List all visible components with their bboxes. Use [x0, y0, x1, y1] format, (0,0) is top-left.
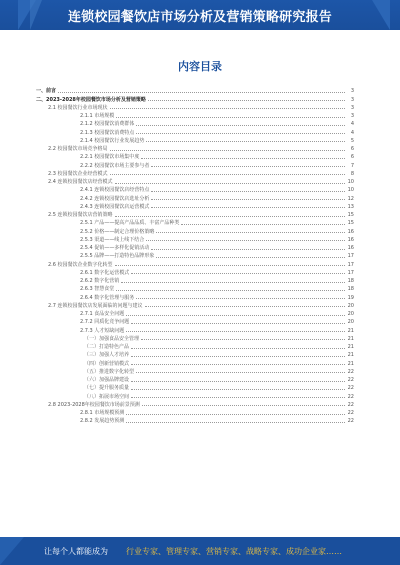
- toc-dot-leader: [110, 150, 345, 151]
- toc-entry-text: （五）推进数字化转型: [84, 368, 135, 375]
- toc-heading: 内容目录: [178, 60, 222, 73]
- toc-entry-text: 2.1.2 校园餐饮消费群体: [80, 121, 135, 128]
- toc-entry[interactable]: [36, 358, 354, 366]
- toc-dot-leader: [126, 422, 345, 423]
- toc-dot-leader: [131, 273, 345, 274]
- toc-entry[interactable]: [36, 243, 354, 251]
- toc-entry-text: 2.2 校园餐饮市场竞争格局: [48, 146, 108, 152]
- toc-entry-page: 7: [350, 162, 354, 169]
- footer-roles: 行业专家、管理专家、营销专家、战略专家、成功企业家……: [126, 547, 342, 556]
- toc-entry-page: 13: [347, 203, 354, 210]
- toc-dot-leader: [116, 290, 345, 291]
- toc-entry[interactable]: [36, 169, 354, 177]
- toc-entry-page: 20: [347, 302, 354, 309]
- toc-entry-page: 17: [347, 269, 354, 276]
- toc-entry[interactable]: [36, 408, 354, 416]
- toc-entry[interactable]: [36, 276, 354, 284]
- toc-dot-leader: [131, 323, 345, 324]
- toc-entry-page: 3: [350, 96, 354, 103]
- toc-entry-text: 2.5.4 促销——多样化促销活动: [80, 245, 150, 251]
- toc-entry-text: 2.7.3 人才短缺问题: [80, 327, 125, 334]
- toc-dot-leader: [131, 389, 345, 390]
- footer-decoration: [0, 537, 24, 565]
- toc-entry[interactable]: [36, 416, 354, 424]
- footer-slogan: 让每个人都能成为: [44, 547, 108, 556]
- toc-entry-page: 16: [347, 245, 354, 251]
- toc-entry-page: 10: [347, 179, 354, 185]
- toc-entry-text: 2.5.3 渠道——线上线下结合: [80, 236, 145, 243]
- toc-entry-page: 15: [347, 212, 354, 218]
- toc-entry[interactable]: [36, 111, 354, 119]
- toc-dot-leader: [116, 117, 345, 118]
- toc-entry[interactable]: [36, 391, 354, 399]
- toc-dot-leader: [181, 224, 345, 225]
- toc-dot-leader: [131, 348, 345, 349]
- toc-dot-leader: [148, 100, 345, 101]
- toc-dot-leader: [146, 240, 345, 241]
- toc-entry-text: 2.5.2 价格——制定合理价格策略: [80, 228, 155, 235]
- toc-entry[interactable]: [36, 367, 354, 375]
- toc-entry-text: 一、前言: [36, 88, 57, 95]
- toc-entry-text: 2.6.2 数字化营销: [80, 278, 120, 284]
- toc-dot-leader: [136, 298, 345, 299]
- toc-entry-page: 6: [350, 154, 354, 161]
- toc-entry[interactable]: [36, 251, 354, 259]
- toc-entry-page: 17: [347, 261, 354, 268]
- toc-dot-leader: [110, 174, 345, 175]
- toc-entry[interactable]: [36, 127, 354, 135]
- toc-entry-text: 2.7.1 食品安全问题: [80, 311, 125, 317]
- toc-entry[interactable]: [36, 268, 354, 276]
- toc-entry-page: 17: [347, 253, 354, 260]
- toc-entry[interactable]: [36, 325, 354, 333]
- toc-entry[interactable]: [36, 177, 354, 185]
- toc-entry-page: 22: [347, 418, 354, 425]
- toc-entry-text: 2.4.3 连锁校园餐饮店运营模式: [80, 203, 150, 210]
- toc-dot-leader: [110, 108, 345, 109]
- toc-dot-leader: [151, 191, 345, 192]
- toc-entry[interactable]: [36, 301, 354, 309]
- toc-dot-leader: [151, 199, 345, 200]
- toc-entry-page: 18: [347, 278, 354, 284]
- toc-dot-leader: [151, 207, 345, 208]
- toc-dot-leader: [131, 397, 345, 398]
- toc-entry-text: 2.4.1 连锁校园餐饮店经营特点: [80, 187, 150, 194]
- toc-entry-text: 2.3 校园餐饮企业经营模式: [48, 170, 108, 177]
- toc-dot-leader: [126, 315, 345, 316]
- toc-entry[interactable]: [36, 383, 354, 391]
- toc-entry-page: 6: [350, 146, 354, 152]
- toc-entry-page: 20: [347, 311, 354, 317]
- toc-entry[interactable]: [36, 334, 354, 342]
- toc-entry[interactable]: [36, 160, 354, 168]
- toc-entry[interactable]: [36, 259, 354, 267]
- toc-entry[interactable]: [36, 136, 354, 144]
- toc-entry-page: 20: [347, 319, 354, 326]
- toc-entry[interactable]: [36, 152, 354, 160]
- toc-entry-page: 16: [347, 228, 354, 235]
- toc-entry-page: 12: [347, 195, 354, 202]
- toc-dot-leader: [136, 125, 345, 126]
- toc-entry-text: 2.8.1 市场规模预测: [80, 410, 125, 416]
- toc-dot-leader: [145, 306, 345, 307]
- toc-entry[interactable]: [36, 342, 354, 350]
- toc-entry-text: 2.1 校园餐饮行业市场现状: [48, 104, 108, 111]
- toc-dot-leader: [151, 249, 345, 250]
- toc-entry[interactable]: [36, 292, 354, 300]
- toc-entry[interactable]: [36, 218, 354, 226]
- toc-entry-text: 2.1.3 校园餐饮消费特点: [80, 129, 135, 136]
- toc-entry-page: 10: [347, 187, 354, 194]
- toc-entry-page: 21: [347, 335, 354, 342]
- toc-entry-text: 2.5 连锁校园餐饮店营销策略: [48, 212, 113, 218]
- toc-entry-page: 15: [347, 220, 354, 227]
- toc-entry-page: 22: [347, 385, 354, 392]
- toc-entry-text: 2.5.5 品牌——打造特色品牌形象: [80, 253, 155, 260]
- page-header-banner: [0, 0, 400, 30]
- toc-dot-leader: [126, 414, 345, 415]
- toc-dot-leader: [136, 372, 345, 373]
- toc-entry-text: （六）加强品牌建设: [84, 377, 130, 383]
- toc-entry[interactable]: [36, 375, 354, 383]
- toc-entry[interactable]: [36, 144, 354, 152]
- toc-entry-text: 2.1.1 市场规模: [80, 113, 115, 119]
- toc-entry-text: （四）创新营销模式: [84, 360, 130, 367]
- toc-entry-page: 22: [347, 368, 354, 375]
- toc-entry-text: 2.5.1 产品——提高产品品质、丰富产品种类: [80, 220, 180, 227]
- toc-entry-text: 2.1.4 校园餐饮行业发展趋势: [80, 137, 145, 144]
- toc-entry[interactable]: [36, 235, 354, 243]
- toc-entry-page: 21: [347, 360, 354, 367]
- toc-entry-text: 2.2.1 校园餐饮市场集中度: [80, 154, 140, 161]
- toc-entry[interactable]: [36, 210, 354, 218]
- toc-dot-leader: [126, 331, 345, 332]
- toc-entry[interactable]: [36, 103, 354, 111]
- toc-entry-page: 4: [350, 121, 354, 128]
- toc-entry-page: 16: [347, 236, 354, 243]
- toc-dot-leader: [136, 133, 345, 134]
- toc-entry-text: 2.6.4 数字化管理与服务: [80, 294, 135, 301]
- toc-dot-leader: [121, 282, 345, 283]
- toc-entry-text: 2.2.2 校园餐饮市场主要参与者: [80, 162, 150, 169]
- toc-entry-text: 2.8.2 发展趋势预测: [80, 418, 125, 425]
- toc-entry[interactable]: [36, 193, 354, 201]
- toc-entry-page: 3: [350, 88, 354, 95]
- toc-entry[interactable]: [36, 86, 354, 94]
- page-footer-banner: [0, 537, 400, 565]
- toc-entry-page: 22: [347, 401, 354, 408]
- toc-entry-page: 21: [347, 352, 354, 359]
- toc-entry[interactable]: [36, 119, 354, 127]
- toc-entry-text: 2.6.1 数字化运营模式: [80, 269, 130, 276]
- toc-entry-text: 2.6 校园餐饮企业数字化转型: [48, 261, 113, 268]
- table-of-contents: [36, 86, 354, 424]
- toc-dot-leader: [131, 381, 345, 382]
- toc-dot-leader: [131, 356, 345, 357]
- toc-entry-page: 22: [347, 393, 354, 400]
- toc-entry-page: 21: [347, 344, 354, 350]
- toc-entry-page: 21: [347, 327, 354, 334]
- toc-entry-text: （八）拓展市场空间: [84, 393, 130, 400]
- toc-dot-leader: [131, 364, 345, 365]
- toc-entry-text: （一）加强食品安全管理: [84, 335, 140, 342]
- toc-dot-leader: [151, 166, 345, 167]
- toc-entry[interactable]: [36, 202, 354, 210]
- toc-entry-page: 4: [350, 129, 354, 136]
- toc-entry-page: 3: [350, 113, 354, 119]
- toc-entry[interactable]: [36, 350, 354, 358]
- toc-entry-page: 19: [347, 294, 354, 301]
- toc-dot-leader: [115, 265, 345, 266]
- toc-dot-leader: [115, 183, 345, 184]
- toc-entry[interactable]: [36, 309, 354, 317]
- toc-dot-leader: [141, 339, 345, 340]
- toc-dot-leader: [115, 216, 345, 217]
- toc-entry[interactable]: [36, 317, 354, 325]
- toc-entry-page: 22: [347, 377, 354, 383]
- toc-entry-page: 8: [350, 170, 354, 177]
- toc-entry-page: 22: [347, 410, 354, 416]
- toc-entry[interactable]: [36, 284, 354, 292]
- toc-entry-text: 2.8 2023-2028年校园餐饮市场前景预测: [48, 401, 140, 408]
- toc-entry-text: 2.6.3 智慧食堂: [80, 286, 115, 293]
- toc-entry-text: 2.4 连锁校园餐饮店经营模式: [48, 179, 113, 185]
- toc-entry[interactable]: [36, 185, 354, 193]
- toc-entry-text: （三）加强人才培养: [84, 352, 130, 359]
- toc-entry-text: 2.7.2 同质化竞争问题: [80, 319, 130, 326]
- report-title: 连锁校园餐饮店市场分析及营销策略研究报告: [67, 10, 332, 25]
- toc-dot-leader: [58, 92, 345, 93]
- toc-dot-leader: [142, 405, 345, 406]
- toc-entry-text: 2.7 连锁校园餐饮店发展面临的问题与建议: [48, 302, 143, 309]
- toc-entry-page: 18: [347, 286, 354, 293]
- toc-dot-leader: [156, 232, 345, 233]
- toc-entry-page: 5: [350, 137, 354, 144]
- toc-entry[interactable]: [36, 94, 354, 102]
- toc-dot-leader: [146, 141, 345, 142]
- toc-entry-text: 2.4.2 连锁校园餐饮店选址分析: [80, 195, 150, 202]
- toc-entry-page: 3: [350, 104, 354, 111]
- toc-entry-text: 二、2023-2028年校园餐饮市场分析及营销策略: [36, 96, 146, 103]
- toc-entry[interactable]: [36, 400, 354, 408]
- toc-dot-leader: [141, 158, 345, 159]
- toc-entry-text: （二）打造特色产品: [84, 344, 130, 350]
- toc-entry-text: （七）提升服务质量: [84, 385, 130, 392]
- toc-entry[interactable]: [36, 226, 354, 234]
- toc-dot-leader: [156, 257, 345, 258]
